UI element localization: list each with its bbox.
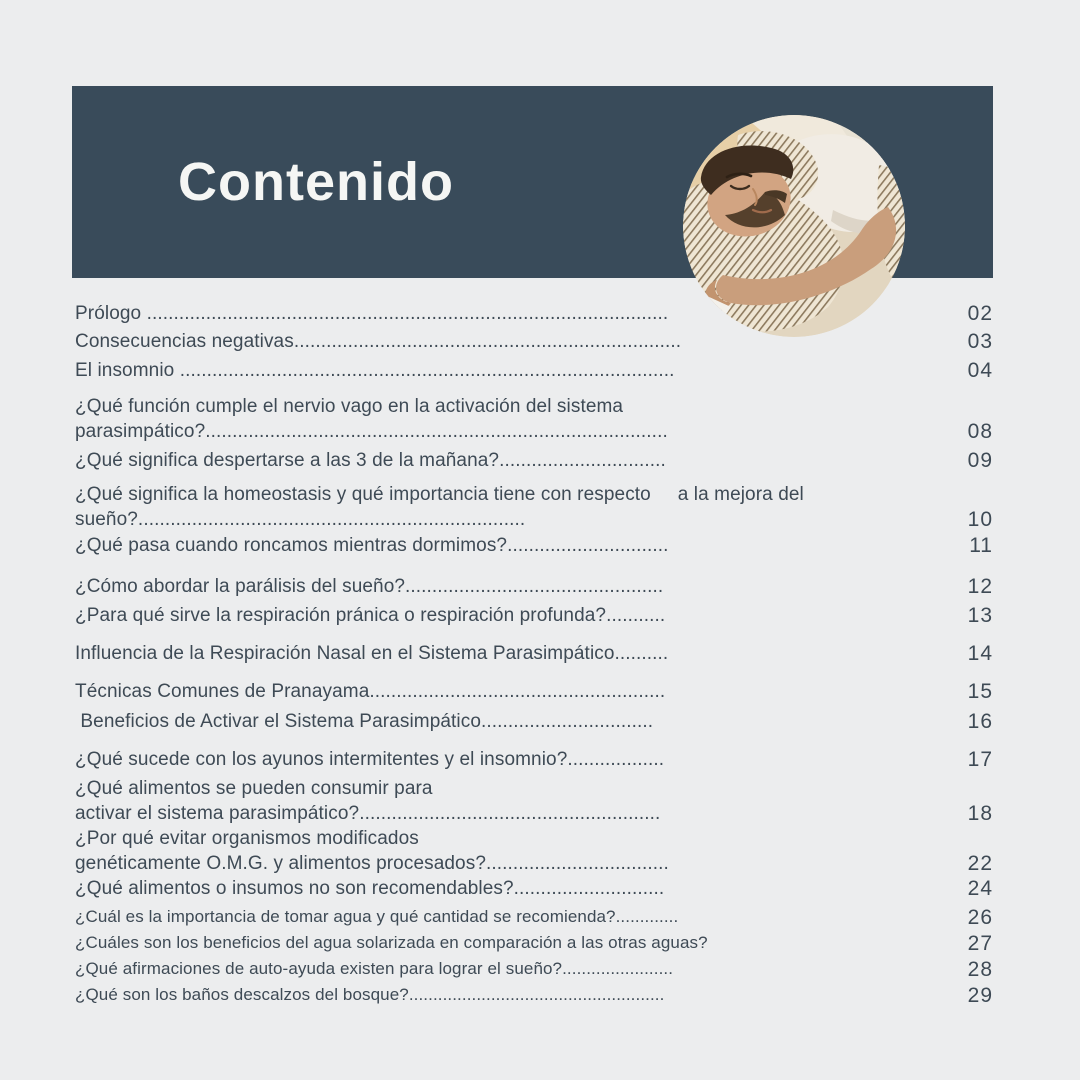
toc-page-number: 28 xyxy=(967,958,993,981)
toc-entry xyxy=(75,826,993,876)
toc-entry-text xyxy=(75,448,941,473)
toc-page-number: 16 xyxy=(967,710,993,733)
toc-entry-line: ¿Qué pasa cuando roncamos mientras dormimos?.............................. xyxy=(75,535,669,556)
toc-entry-text xyxy=(75,358,941,383)
toc-page-number: 13 xyxy=(967,604,993,627)
toc-entry-text xyxy=(75,394,941,444)
toc-entry-line: ¿Qué función cumple el nervio vago en la activación del sistema xyxy=(75,396,624,417)
toc-entry-line: ¿Qué alimentos se pueden consumir para xyxy=(75,778,433,799)
toc-entry-text xyxy=(75,930,941,956)
toc-entry-text xyxy=(75,876,941,901)
toc-entry-line: Influencia de la Respiración Nasal en el Sistema Parasimpático.......... xyxy=(75,643,669,664)
toc-page-number: 11 xyxy=(969,534,993,557)
toc-entry-text xyxy=(75,747,941,772)
toc-entry xyxy=(75,930,993,956)
toc-entry-text xyxy=(75,482,941,532)
toc-entry-line: ¿Qué afirmaciones de auto-ayuda existen para lograr el sueño?....................... xyxy=(75,959,674,978)
toc-entry xyxy=(75,747,993,772)
toc-page-number: 14 xyxy=(967,642,993,665)
toc-entry-line: Beneficios de Activar el Sistema Parasimpático................................ xyxy=(75,711,654,732)
toc-entry-text xyxy=(75,533,941,558)
toc-entry xyxy=(75,679,993,704)
toc-entry xyxy=(75,904,993,930)
toc-entry-line: ¿Cómo abordar la parálisis del sueño?................................................ xyxy=(75,576,664,597)
toc-entry-text xyxy=(75,982,941,1008)
toc-entry-line: parasimpático?...................................................................................... xyxy=(75,421,668,442)
toc-page-number: 17 xyxy=(967,748,993,771)
toc-entry xyxy=(75,574,993,599)
toc-entry-text xyxy=(75,329,941,354)
toc-page-number: 26 xyxy=(967,906,993,929)
toc-page-number: 02 xyxy=(967,302,993,325)
toc-entry xyxy=(75,301,993,326)
toc-entry-text xyxy=(75,641,941,666)
toc-entry-line: ¿Qué sucede con los ayunos intermitentes y el insomnio?.................. xyxy=(75,749,665,770)
toc-entry-line: El insomnio ............................................................................................ xyxy=(75,360,675,381)
toc-entry-line: ¿Para qué sirve la respiración pránica o respiración profunda?........... xyxy=(75,605,666,626)
toc-entry-line: ¿Qué alimentos o insumos no son recomendables?............................ xyxy=(75,878,665,899)
toc-entry xyxy=(75,709,993,734)
toc-entry-text xyxy=(75,679,941,704)
toc-page-number: 15 xyxy=(967,680,993,703)
toc-entry-line: Consecuencias negativas........................................................................ xyxy=(75,331,682,352)
toc-entry-line: ¿Cuáles son los beneficios del agua solarizada en comparación a las otras aguas? xyxy=(75,933,708,952)
toc-page-number: 24 xyxy=(967,877,993,900)
toc-page-number: 03 xyxy=(967,330,993,353)
toc-entry xyxy=(75,603,993,628)
toc-page-number: 22 xyxy=(967,852,993,875)
toc-entry-text xyxy=(75,904,941,930)
toc-list xyxy=(75,301,993,1008)
page-title: Contenido xyxy=(178,152,454,212)
toc-page-number: 27 xyxy=(967,932,993,955)
toc-entry-line: Prólogo ................................................................................................. xyxy=(75,303,669,324)
toc-entry-text xyxy=(75,776,941,826)
toc-entry xyxy=(75,876,993,901)
toc-entry-line: ¿Qué son los baños descalzos del bosque?..................................................... xyxy=(75,985,665,1004)
toc-entry xyxy=(75,329,993,354)
toc-entry xyxy=(75,448,993,473)
toc-entry xyxy=(75,982,993,1008)
toc-entry xyxy=(75,358,993,383)
toc-page-number: 12 xyxy=(967,575,993,598)
toc-entry-text xyxy=(75,709,941,734)
toc-entry-line: ¿Qué significa la homeostasis y qué importancia tiene con respecto a la mejora del xyxy=(75,484,804,505)
toc-entry xyxy=(75,956,993,982)
toc-entry-text xyxy=(75,603,941,628)
toc-entry xyxy=(75,641,993,666)
toc-entry-text xyxy=(75,574,941,599)
toc-entry-text xyxy=(75,301,941,326)
toc-entry-line: Técnicas Comunes de Pranayama....................................................... xyxy=(75,681,666,702)
table-of-contents xyxy=(75,301,993,1008)
toc-entry-line: ¿Por qué evitar organismos modificados xyxy=(75,828,419,849)
toc-page-number: 18 xyxy=(967,802,993,825)
toc-entry-line: ¿Qué significa despertarse a las 3 de la mañana?............................... xyxy=(75,450,666,471)
toc-entry-line: ¿Cuál es la importancia de tomar agua y qué cantidad se recomienda?............. xyxy=(75,907,679,926)
toc-entry xyxy=(75,394,993,444)
toc-page-number: 29 xyxy=(967,984,993,1007)
toc-page-number: 10 xyxy=(967,508,993,531)
toc-entry-line: genéticamente O.M.G. y alimentos procesados?.................................. xyxy=(75,853,669,874)
toc-entry-line: activar el sistema parasimpático?........................................................ xyxy=(75,803,661,824)
toc-entry xyxy=(75,776,993,826)
toc-page-number: 08 xyxy=(967,420,993,443)
toc-entry-text xyxy=(75,826,941,876)
toc-page-number: 09 xyxy=(967,449,993,472)
toc-entry-text xyxy=(75,956,941,982)
toc-entry xyxy=(75,533,993,558)
toc-entry xyxy=(75,482,993,532)
toc-entry-line: sueño?........................................................................ xyxy=(75,509,526,530)
toc-page-number: 04 xyxy=(967,359,993,382)
